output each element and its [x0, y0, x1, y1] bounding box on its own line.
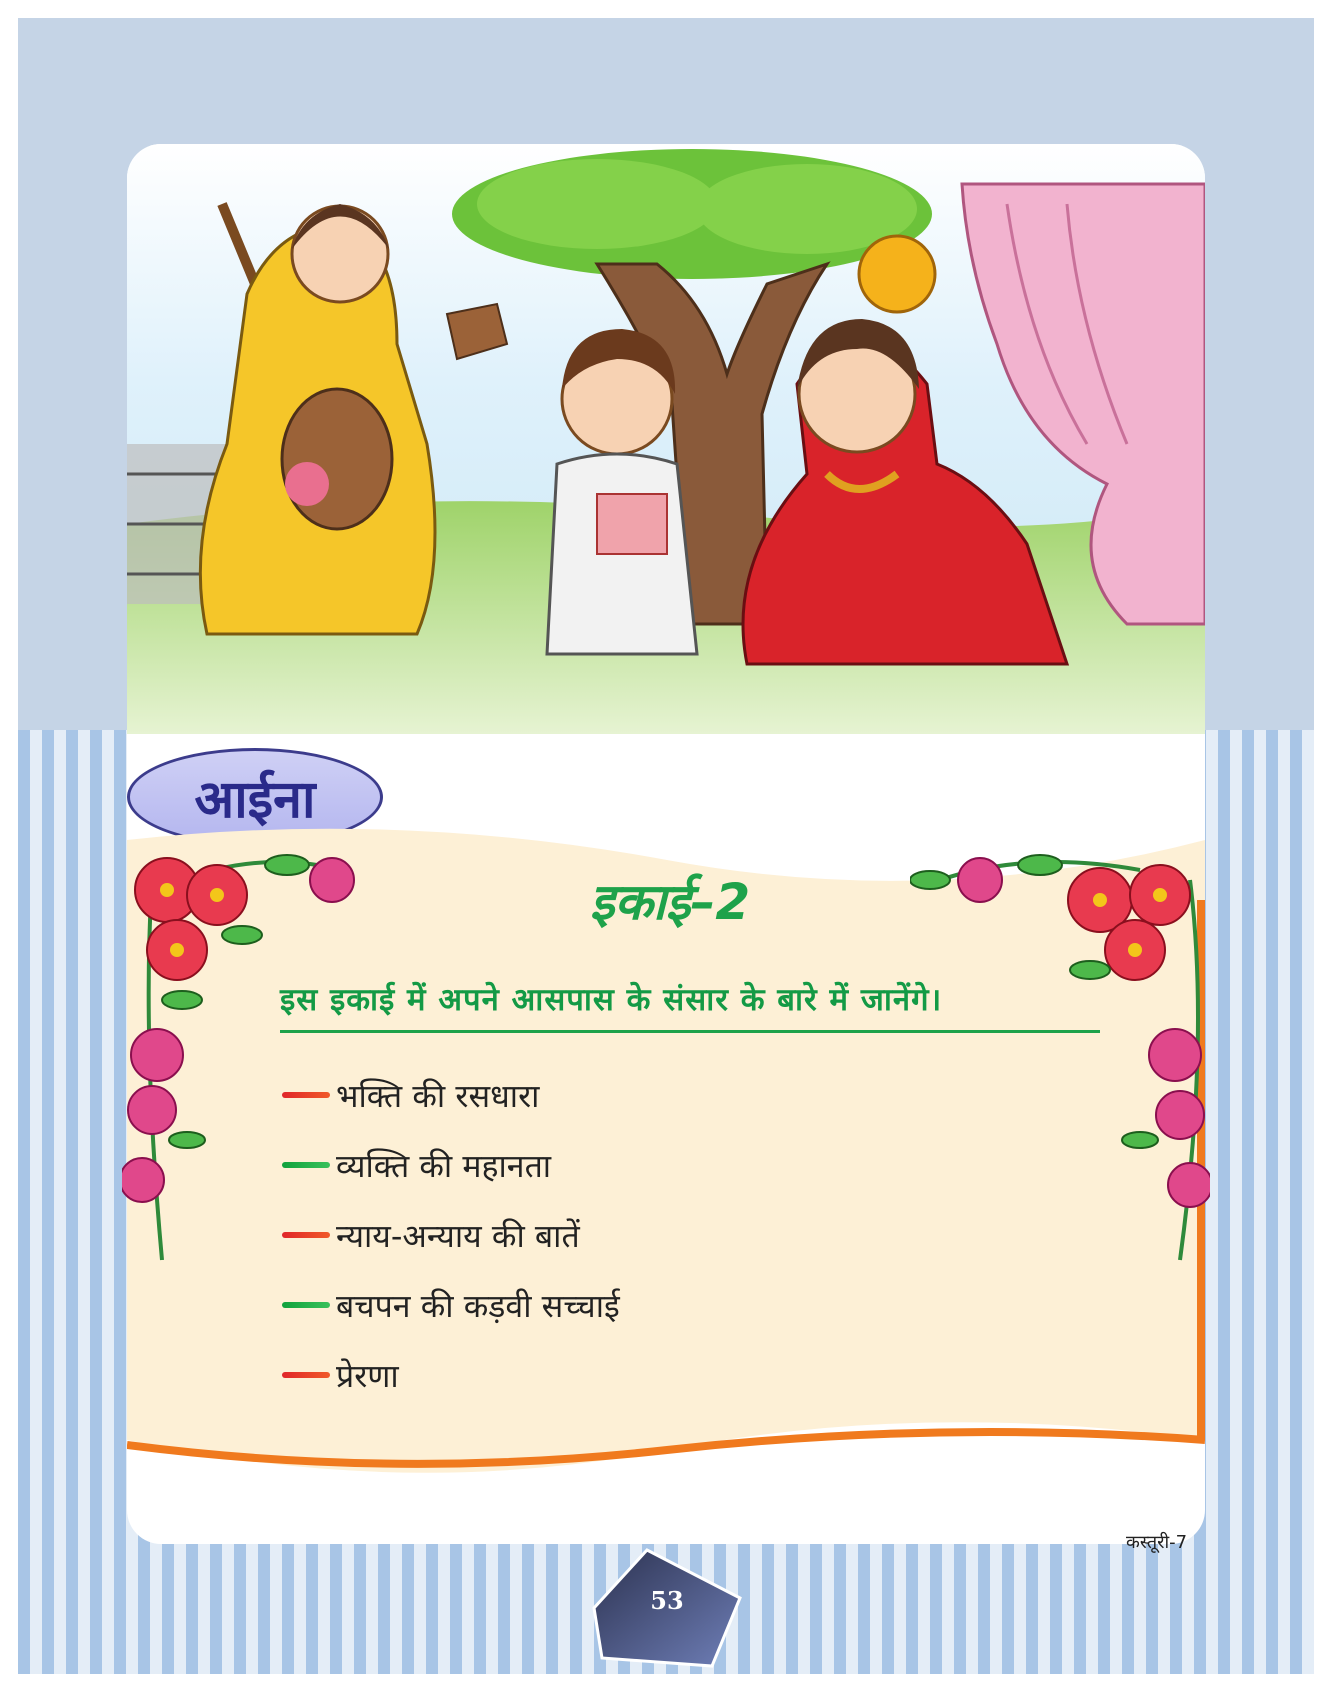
list-item: [282, 1060, 620, 1130]
book-label: कस्तूरी-7: [1126, 1532, 1188, 1553]
unit-badge: आईना: [127, 748, 383, 846]
list-item: [282, 1130, 620, 1200]
unit-title: इकाई–2: [589, 873, 751, 931]
topic-label: भक्ति की रसधारा: [336, 1076, 540, 1115]
red-dash-icon: [282, 1092, 330, 1098]
illustration: [127, 144, 1205, 734]
list-item: [282, 1200, 620, 1270]
list-item: [282, 1340, 620, 1410]
green-dash-icon: [282, 1162, 330, 1168]
red-dash-icon: [282, 1232, 330, 1238]
red-dash-icon: [282, 1372, 330, 1378]
topic-label: न्याय-अन्याय की बातें: [336, 1216, 580, 1255]
topic-list: [282, 1060, 620, 1410]
unit-subtitle: इस इकाई में अपने आसपास के संसार के बारे में जानेंगे।: [280, 978, 1100, 1033]
page-number-badge: [592, 1548, 742, 1668]
list-item: [282, 1270, 620, 1340]
topic-label: बचपन की कड़वी सच्चाई: [336, 1286, 620, 1325]
flower-decoration-right: [910, 840, 1210, 1270]
topic-label: व्यक्ति की महानता: [336, 1146, 552, 1185]
topic-label: प्रेरणा: [336, 1356, 399, 1395]
green-dash-icon: [282, 1302, 330, 1308]
page-number: 53: [650, 1586, 684, 1615]
